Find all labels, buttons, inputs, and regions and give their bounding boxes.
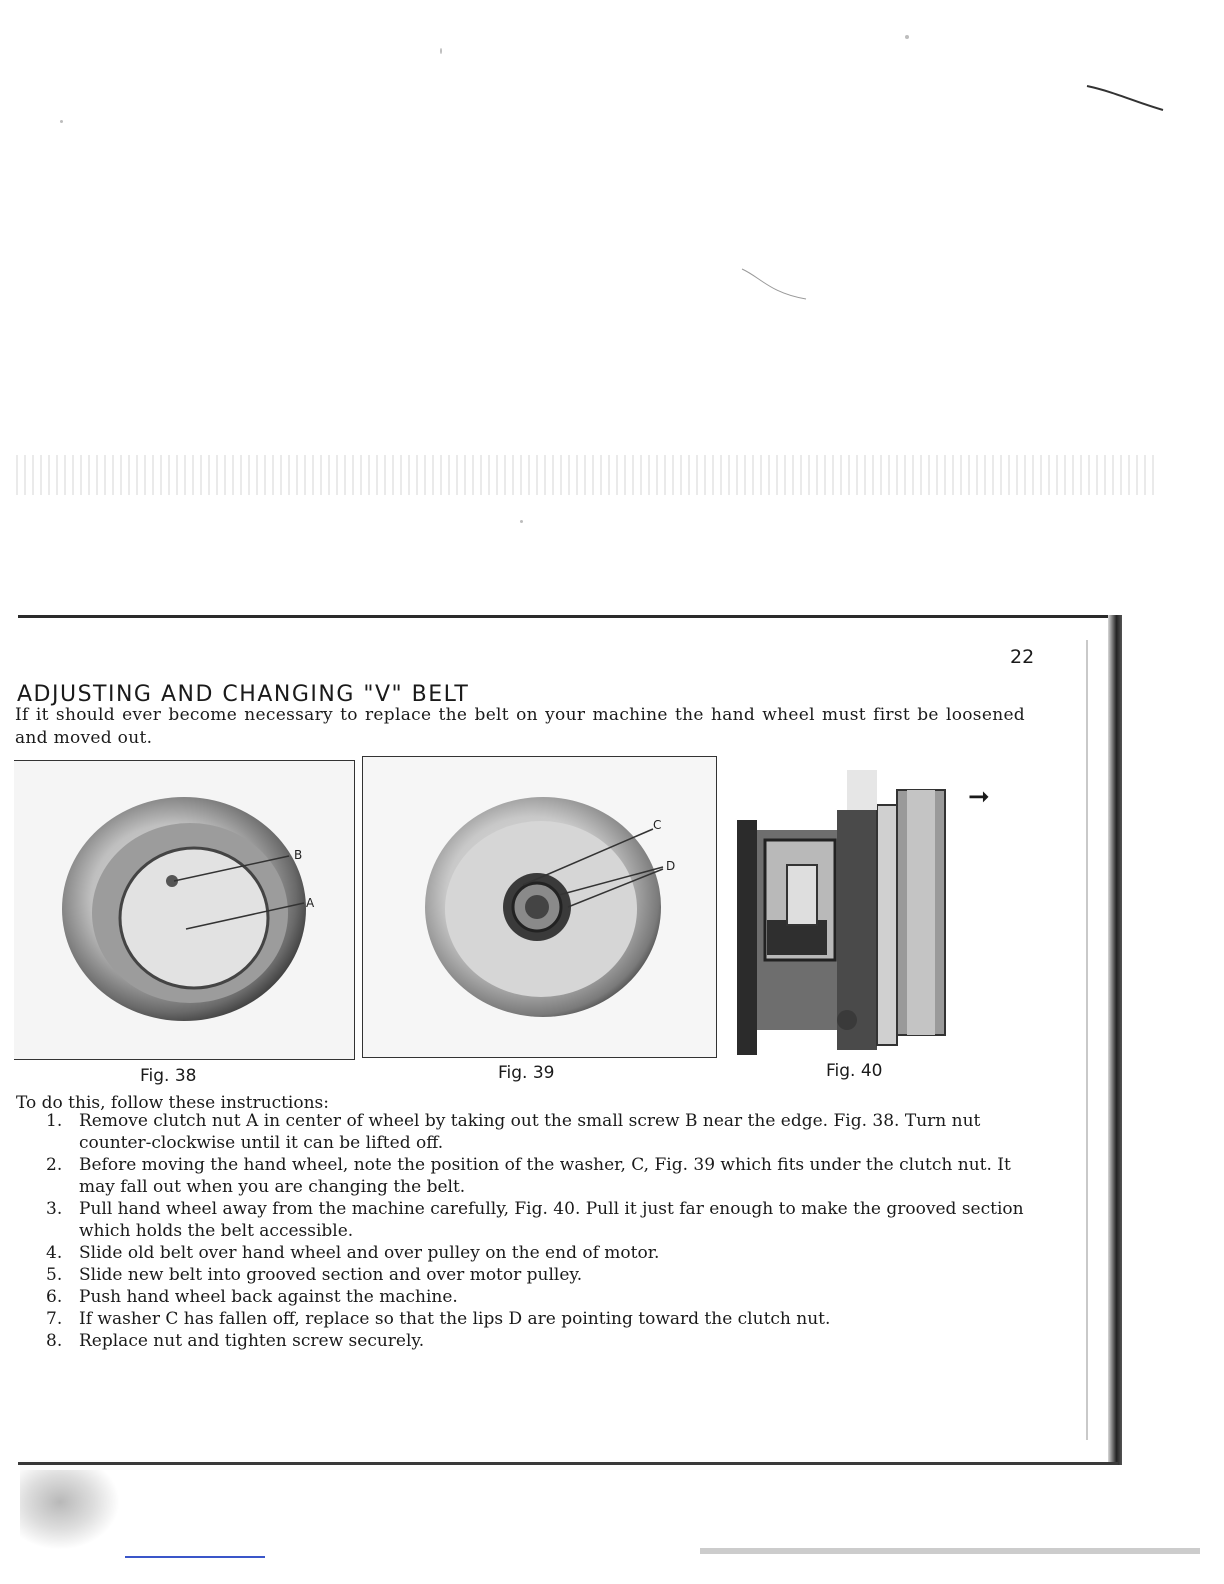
figure-39-caption: Fig. 39 <box>498 1063 555 1083</box>
list-item <box>46 1198 1026 1242</box>
direction-arrow-icon: ➞ <box>968 782 990 812</box>
scan-shadow <box>20 1470 120 1550</box>
page-bottom-edge <box>18 1462 1118 1465</box>
list-item <box>46 1264 1026 1286</box>
list-item <box>46 1308 1026 1330</box>
figure-40-photo <box>727 770 972 1060</box>
scan-mark <box>740 265 810 305</box>
step-text: Slide old belt over hand wheel and over pulley on the end of motor. <box>79 1243 660 1263</box>
figure-38-label-a: A <box>306 896 315 910</box>
step-number: 3. <box>46 1199 63 1219</box>
list-item <box>46 1242 1026 1264</box>
list-item <box>46 1330 1026 1352</box>
scan-blue-line <box>125 1556 265 1558</box>
step-text: Pull hand wheel away from the machine carefully, Fig. 40. Pull it just far enough to make the grooved section which holds the belt accessible. <box>79 1199 1024 1241</box>
list-item <box>46 1110 1026 1154</box>
step-text: Push hand wheel back against the machine. <box>79 1287 458 1307</box>
step-number: 4. <box>46 1243 63 1263</box>
step-number: 7. <box>46 1309 63 1329</box>
step-text: Slide new belt into grooved section and over motor pulley. <box>79 1265 583 1285</box>
instructions-list <box>46 1110 1026 1352</box>
figure-39-photo <box>362 756 717 1058</box>
scan-noise-band <box>10 455 1160 495</box>
scan-speck <box>520 520 523 523</box>
scan-shadow <box>700 1548 1200 1554</box>
step-text: Replace nut and tighten screw securely. <box>79 1331 425 1351</box>
step-text: Remove clutch nut A in center of wheel by taking out the small screw B near the edge. Fig. 38. Turn nut counter-clockwise until it can be lifted off. <box>79 1111 981 1153</box>
page-binding-edge <box>1108 615 1122 1465</box>
intro-paragraph: If it should ever become necessary to replace the belt on your machine the hand wheel must first be loosened and moved out. <box>15 705 1025 748</box>
figure-38-photo <box>14 760 355 1060</box>
step-number: 8. <box>46 1331 63 1351</box>
step-number: 2. <box>46 1155 63 1175</box>
step-text: Before moving the hand wheel, note the position of the washer, C, Fig. 39 which fits under the clutch nut. It may fall out when you are changing the belt. <box>79 1155 1011 1197</box>
step-text: If washer C has fallen off, replace so that the lips D are pointing toward the clutch nut. <box>79 1309 831 1329</box>
page-inner-edge <box>1086 640 1088 1440</box>
page-top-edge <box>18 615 1118 618</box>
instructions-lead: To do this, follow these instructions: <box>16 1093 329 1113</box>
section-heading: ADJUSTING AND CHANGING "V" BELT <box>17 682 470 707</box>
list-item <box>46 1286 1026 1308</box>
figure-39-label-c: C <box>653 818 662 832</box>
step-number: 5. <box>46 1265 63 1285</box>
scan-speck <box>60 120 63 123</box>
figure-38-label-b: B <box>294 848 303 862</box>
figure-40-caption: Fig. 40 <box>826 1061 883 1081</box>
scan-speck <box>905 35 909 39</box>
list-item <box>46 1154 1026 1198</box>
step-number: 1. <box>46 1111 63 1131</box>
page-number: 22 <box>1010 646 1035 668</box>
figure-39-label-d: D <box>666 859 676 873</box>
step-number: 6. <box>46 1287 63 1307</box>
figure-38-caption: Fig. 38 <box>140 1066 197 1086</box>
scan-speck <box>440 48 442 54</box>
scan-mark <box>1085 80 1165 120</box>
